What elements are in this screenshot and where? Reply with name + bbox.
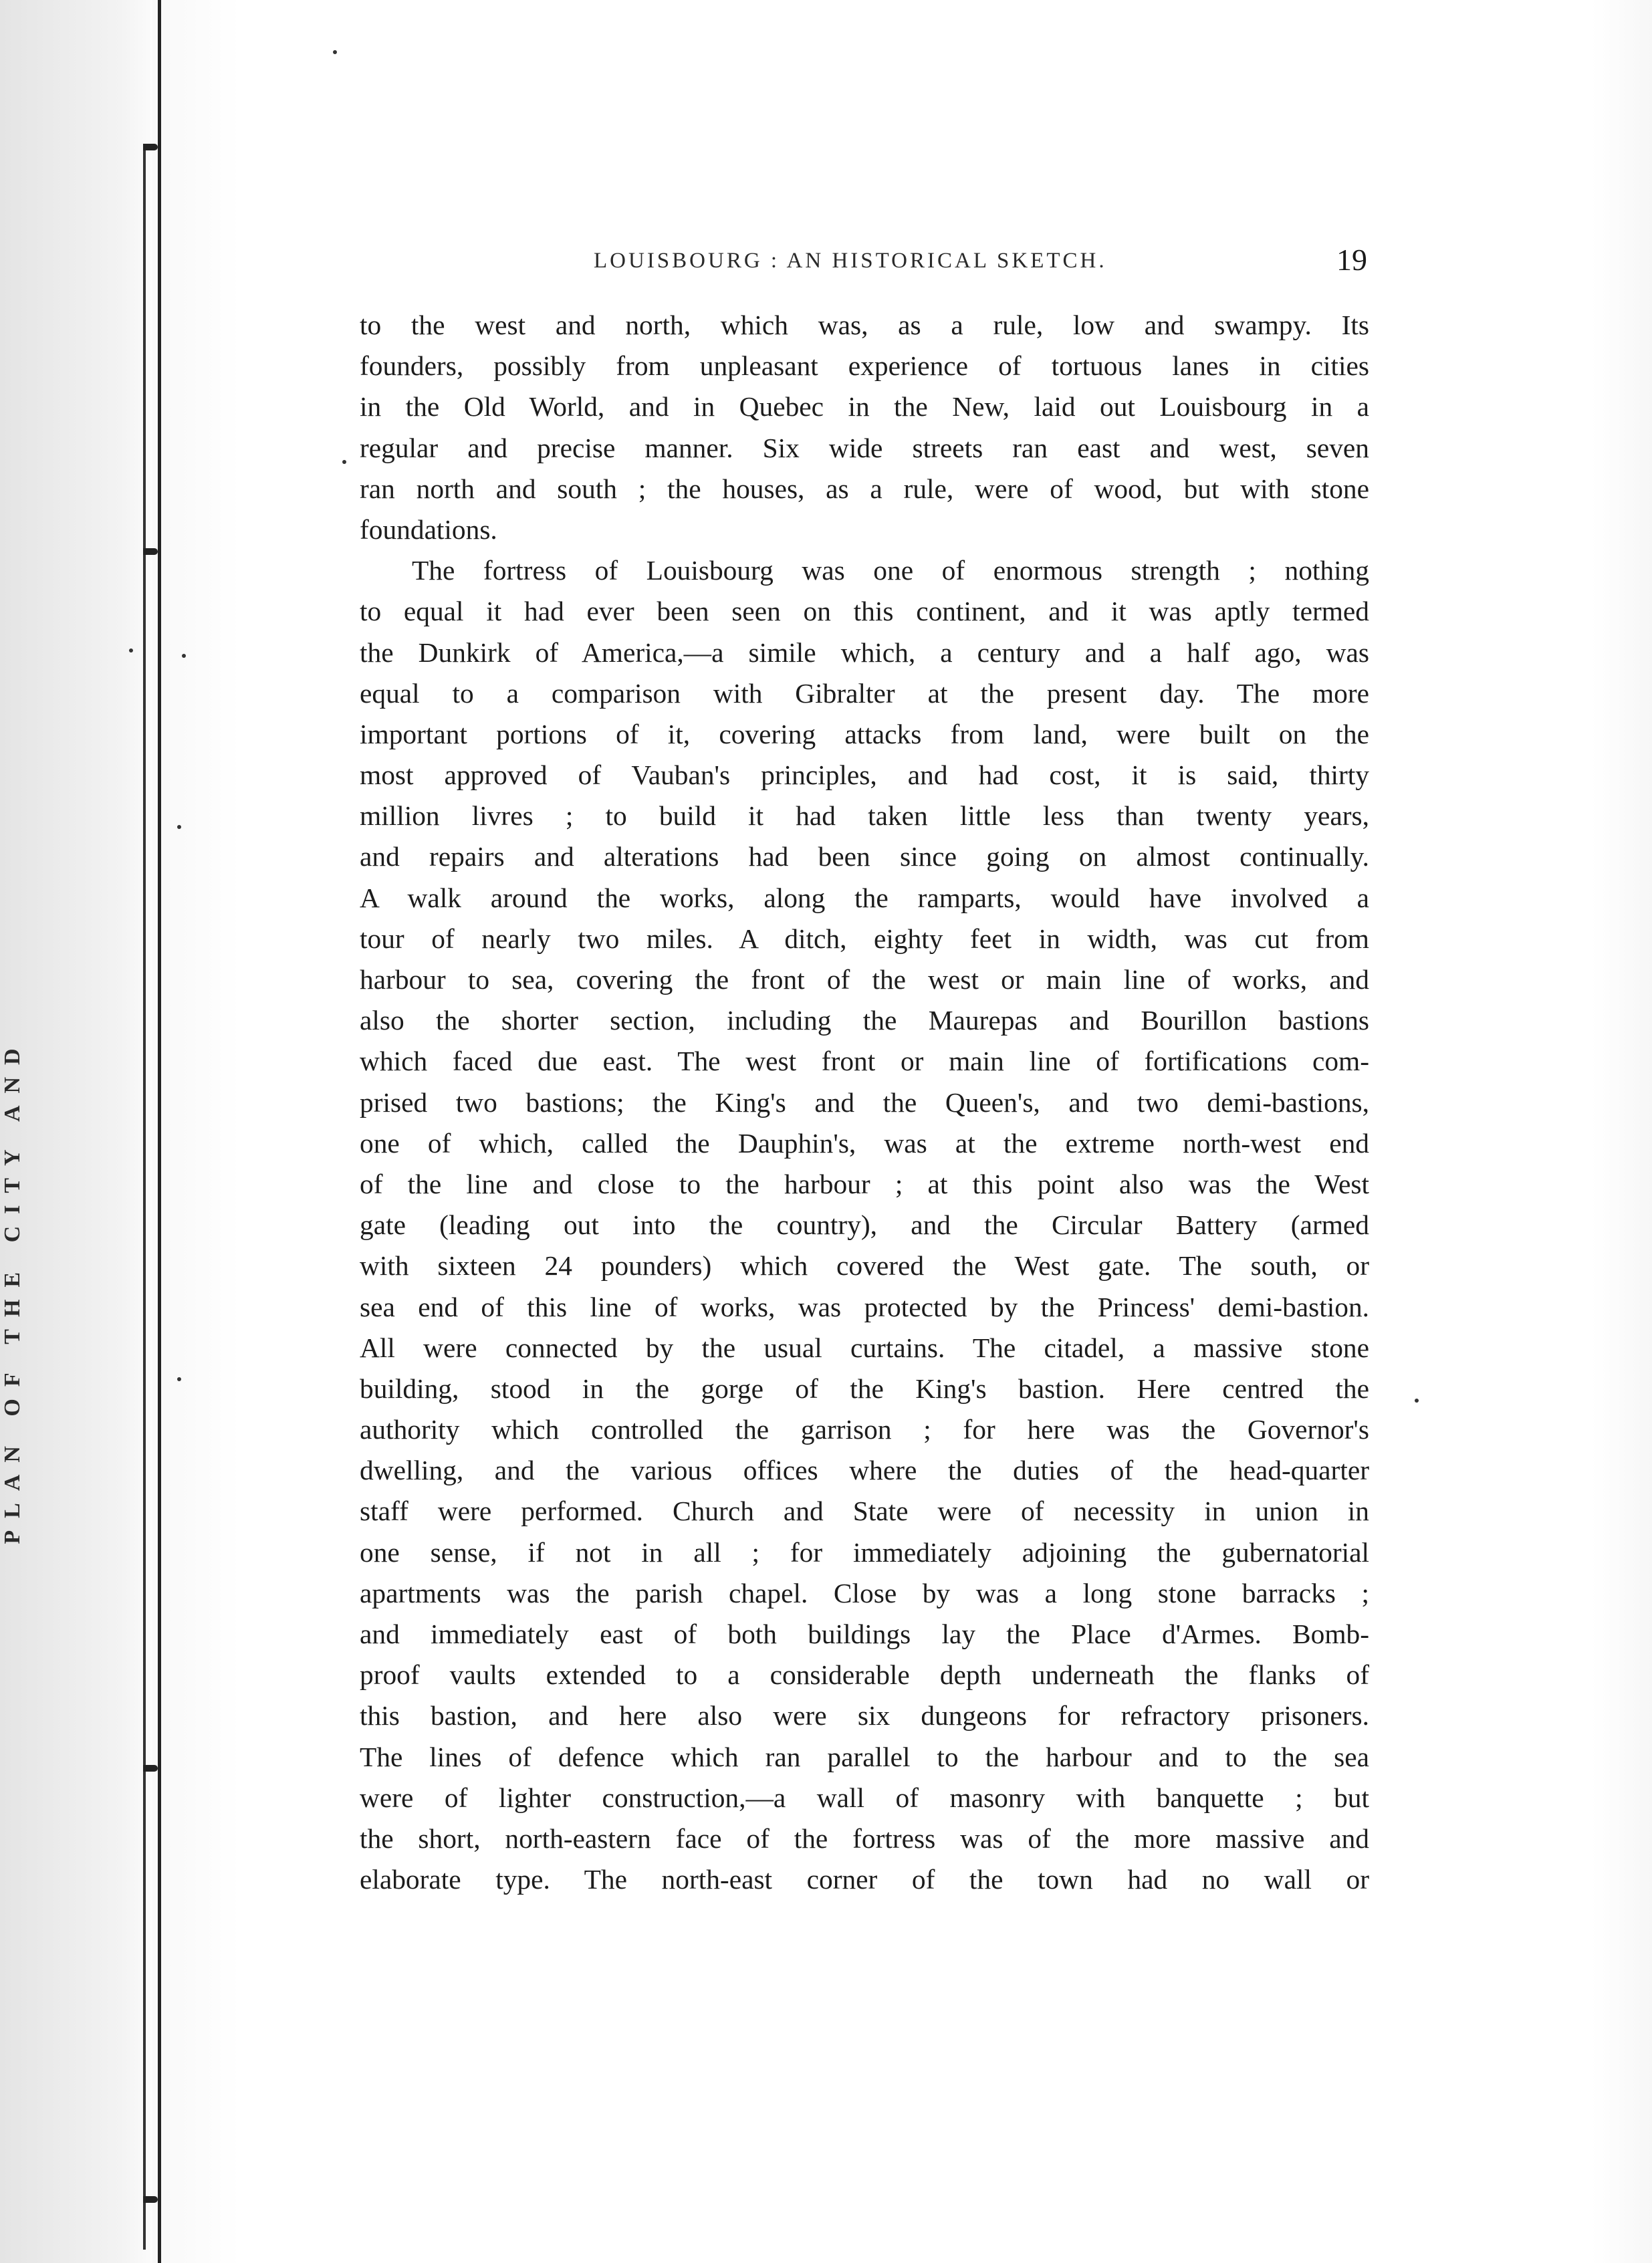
spine-title-text: PLAN OF THE CITY AND bbox=[0, 1036, 25, 1544]
text-line: important portions of it, covering attacks from land, were built on the bbox=[360, 718, 1369, 749]
text-line: staff were performed. Church and State were of necessity in union in bbox=[360, 1496, 1369, 1527]
text-line: this bastion, and here also were six dungeons for refractory prisoners. bbox=[360, 1700, 1369, 1732]
text-line: tour of nearly two miles. A ditch, eighty feet in width, was cut from bbox=[360, 923, 1369, 954]
ink-speck bbox=[342, 460, 346, 464]
text-line: million livres ; to build it had taken little less than twenty years, bbox=[360, 800, 1369, 832]
binding-tick-mark bbox=[143, 2196, 158, 2203]
text-line: elaborate type. The north-east corner of the town had no wall or bbox=[360, 1864, 1369, 1895]
text-line: foundations. bbox=[360, 513, 497, 545]
text-line: in the Old World, and in Quebec in the New, laid out Louisbourg in a bbox=[360, 391, 1369, 423]
text-line: to the west and north, which was, as a rule, low and swampy. Its bbox=[360, 310, 1369, 340]
page-number: 19 bbox=[1336, 243, 1367, 277]
text-line: equal to a comparison with Gibralter at the present day. The more bbox=[360, 677, 1369, 709]
text-line: The fortress of Louisbourg was one of enormous strength ; nothing bbox=[412, 555, 1369, 586]
text-line: with sixteen 24 pounders) which covered the West gate. The south, or bbox=[360, 1250, 1369, 1282]
text-line: prised two bastions; the King's and the Queen's, and two demi-bastions, bbox=[360, 1086, 1369, 1118]
binding-tick-mark bbox=[143, 144, 158, 150]
ink-speck bbox=[182, 654, 186, 658]
spine-title bbox=[0, 969, 27, 1611]
text-line: also the shorter section, including the Maurepas and Bourillon bastions bbox=[360, 1005, 1369, 1036]
ink-speck bbox=[177, 1377, 181, 1381]
text-line: A walk around the works, along the ramparts, would have involved a bbox=[360, 882, 1369, 913]
text-line: and immediately east of both buildings lay the Place d'Armes. Bomb- bbox=[360, 1619, 1369, 1649]
text-line: building, stood in the gorge of the King's bastion. Here centred the bbox=[360, 1373, 1369, 1404]
binding-tick-mark bbox=[143, 1765, 158, 1772]
text-line: proof vaults extended to a considerable depth underneath the flanks of bbox=[360, 1659, 1369, 1691]
binding-rule-outer bbox=[158, 0, 161, 2263]
running-title: LOUISBOURG : AN HISTORICAL SKETCH. bbox=[594, 249, 1107, 273]
ink-speck bbox=[129, 648, 133, 652]
text-line: one sense, if not in all ; for immediately adjoining the gubernatorial bbox=[360, 1536, 1369, 1568]
page-header bbox=[361, 242, 1367, 282]
ink-speck bbox=[333, 50, 337, 54]
text-line: harbour to sea, covering the front of the west or main line of works, and bbox=[360, 964, 1369, 995]
text-line: were of lighter construction,—a wall of masonry with banquette ; but bbox=[360, 1782, 1369, 1813]
paragraph bbox=[360, 305, 1369, 550]
text-line: and repairs and alterations had been since going on almost continually. bbox=[360, 841, 1369, 872]
ink-speck bbox=[177, 825, 181, 829]
text-line: which faced due east. The west front or main line of fortifications com- bbox=[360, 1046, 1369, 1077]
text-line: most approved of Vauban's principles, and had cost, it is said, thirty bbox=[360, 759, 1369, 791]
binding-rule-inner bbox=[143, 144, 146, 2250]
ink-speck bbox=[1415, 1399, 1419, 1403]
binding-tick-mark bbox=[143, 548, 158, 555]
text-line: the Dunkirk of America,—a simile which, a century and a half ago, was bbox=[360, 636, 1369, 668]
text-line: of the line and close to the harbour ; at this point also was the West bbox=[360, 1168, 1369, 1199]
text-line: apartments was the parish chapel. Close by was a long stone barracks ; bbox=[360, 1577, 1369, 1609]
text-line: The lines of defence which ran parallel to the harbour and to the sea bbox=[360, 1741, 1369, 1772]
text-line: one of which, called the Dauphin's, was at the extreme north-west end bbox=[360, 1127, 1369, 1159]
text-line: founders, possibly from unpleasant experience of tortuous lanes in cities bbox=[360, 350, 1369, 382]
text-line: regular and precise manner. Six wide streets ran east and west, seven bbox=[360, 432, 1369, 463]
paragraph bbox=[360, 550, 1369, 1900]
text-line: authority which controlled the garrison ; for here was the Governor's bbox=[360, 1414, 1369, 1445]
text-line: sea end of this line of works, was protected by the Princess' demi-bastion. bbox=[360, 1291, 1369, 1322]
text-line: the short, north-eastern face of the fortress was of the more massive and bbox=[360, 1822, 1369, 1854]
text-line: gate (leading out into the country), and the Circular Battery (armed bbox=[360, 1209, 1369, 1241]
text-line: All were connected by the usual curtains. The citadel, a massive stone bbox=[360, 1332, 1369, 1363]
text-line: to equal it had ever been seen on this continent, and it was aptly termed bbox=[360, 596, 1369, 627]
text-line: dwelling, and the various offices where the duties of the head-quarter bbox=[360, 1455, 1369, 1486]
body-text bbox=[360, 305, 1369, 1900]
text-line: ran north and south ; the houses, as a rule, were of wood, but with stone bbox=[360, 473, 1369, 504]
